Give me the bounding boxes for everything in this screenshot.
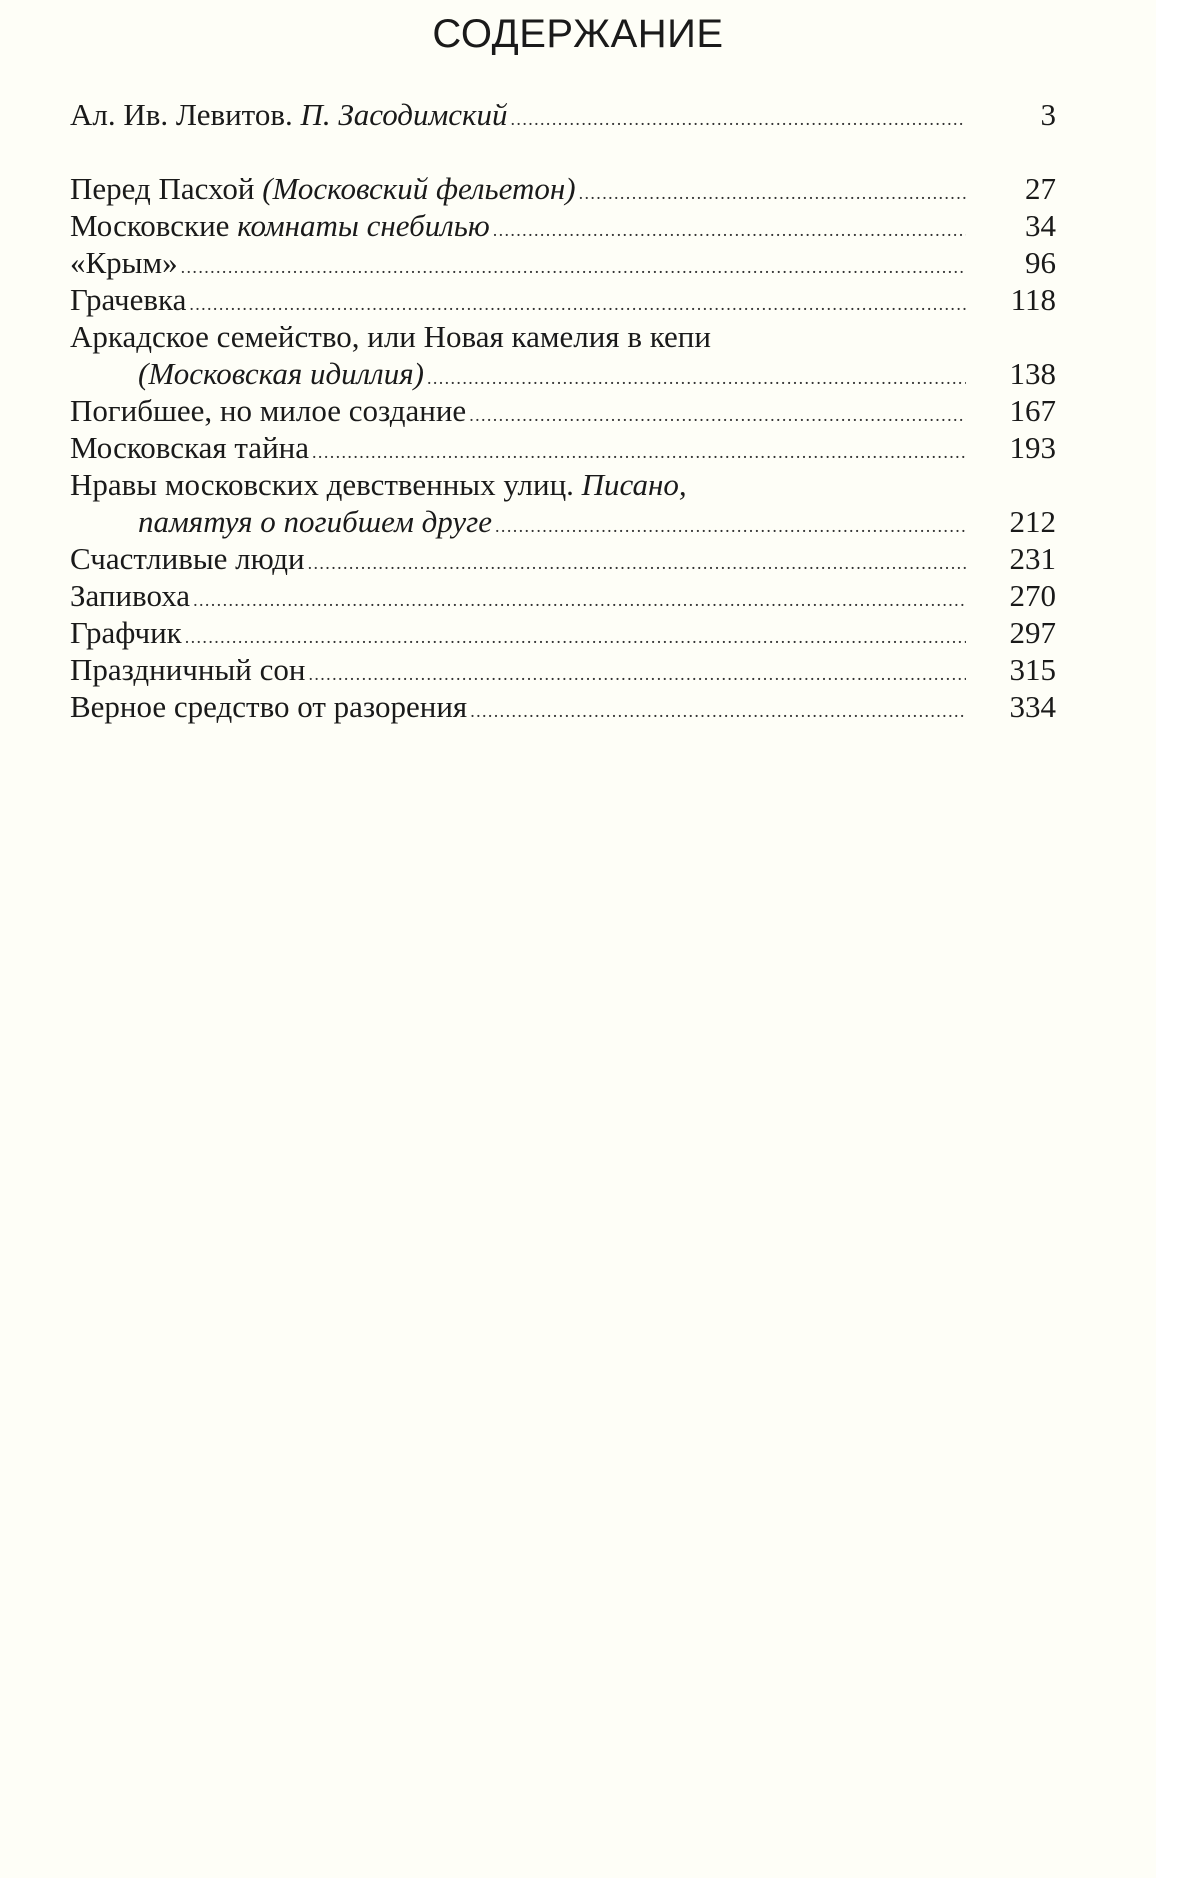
- toc-entry-title: [70, 466, 687, 503]
- toc-entry-title-italic: памятуя о погибшем друге: [138, 504, 493, 539]
- toc-entry-title-text: Перед Пасхой: [70, 171, 263, 206]
- page-number: 167: [1009, 393, 1056, 428]
- toc-entry-line: [70, 466, 1056, 503]
- toc-entry: [70, 614, 1056, 651]
- toc-entry-title-text: Графчик: [70, 615, 182, 650]
- toc-entry-title-text: Погибшее, но милое создание: [70, 393, 467, 428]
- toc-entry-title: [70, 614, 182, 651]
- toc-entry-title: [138, 355, 424, 392]
- toc-entry-line: [70, 540, 1056, 577]
- toc-entry-line: [70, 614, 1056, 651]
- page-number: 315: [1009, 652, 1056, 687]
- toc-entry-title: [70, 392, 466, 429]
- toc-entry-title: [70, 281, 186, 318]
- toc-entry-title: [70, 96, 508, 133]
- toc-entry-line: [70, 318, 1056, 355]
- page-number: 34: [1025, 208, 1056, 243]
- toc-entry-title-italic: П. Засодимский: [300, 97, 508, 132]
- toc-entry-title-text: Счастливые люди: [70, 541, 305, 576]
- dot-leader: [469, 397, 966, 434]
- toc-entry-title-italic: комнаты снебилью: [237, 208, 490, 243]
- toc-entry-continuation: [70, 503, 1056, 540]
- toc-entry: [70, 577, 1056, 614]
- toc-entry: [70, 244, 1056, 281]
- dot-leader: [511, 101, 966, 138]
- page-number: 231: [1009, 541, 1056, 576]
- toc-entry-title-text: Верное средство от разорения: [70, 689, 468, 724]
- page-number: 118: [1010, 282, 1056, 317]
- toc-entry-title: [70, 207, 490, 244]
- toc-entry-line: [70, 429, 1056, 466]
- toc-entry-title-italic: Писано,: [581, 467, 687, 502]
- toc-entry-continuation: [70, 355, 1056, 392]
- dot-leader: [470, 693, 966, 730]
- toc-entry: [70, 318, 1056, 392]
- toc-entry: [70, 540, 1056, 577]
- toc-entry: [70, 96, 1056, 133]
- toc-entry-title-text: Московская тайна: [70, 430, 310, 465]
- toc-entry-title-text: Ал. Ив. Левитов.: [70, 97, 301, 132]
- toc-entry-title-text: Аркадское семейство, или Новая камелия в кепи: [70, 319, 711, 354]
- toc-entry-title: [70, 577, 190, 614]
- toc-entry-title-italic: (Московский фельетон): [262, 171, 576, 206]
- toc-entry-title: [138, 503, 492, 540]
- toc-entry: [70, 392, 1056, 429]
- page-number: 96: [1025, 245, 1056, 280]
- toc-entry-title-text: Праздничный сон: [70, 652, 306, 687]
- table-of-contents: [70, 96, 1056, 725]
- toc-entry-title-italic: (Московская идиллия): [138, 356, 424, 391]
- dot-leader: [495, 508, 966, 545]
- page-number: 212: [1009, 504, 1056, 539]
- toc-entry: [70, 651, 1056, 688]
- toc-entry: [70, 170, 1056, 207]
- page-number: 334: [1009, 689, 1056, 724]
- page-number: 138: [1009, 356, 1056, 391]
- toc-entry: [70, 466, 1056, 540]
- toc-entry: [70, 429, 1056, 466]
- toc-entry-line: [70, 207, 1056, 244]
- dot-leader: [427, 360, 966, 397]
- toc-entry-line: [70, 170, 1056, 207]
- dot-leader: [193, 582, 966, 619]
- toc-entry-line: [70, 281, 1056, 318]
- toc-entry-title: [70, 244, 178, 281]
- dot-leader: [493, 212, 966, 249]
- toc-entry-title-text: Московские: [70, 208, 238, 243]
- toc-entry-line: [70, 96, 1056, 133]
- toc-entry-title: [70, 170, 576, 207]
- toc-entry-title: [70, 688, 467, 725]
- toc-entry: [70, 281, 1056, 318]
- toc-entry-title: [70, 540, 305, 577]
- toc-entry-title: [70, 318, 711, 355]
- dot-leader: [181, 249, 966, 286]
- page-number: 193: [1009, 430, 1056, 465]
- toc-entry-title: [70, 429, 309, 466]
- toc-entry: [70, 207, 1056, 244]
- toc-entry-line: [70, 688, 1056, 725]
- toc-entry-title-text: «Крым»: [70, 245, 178, 280]
- page-title: СОДЕРЖАНИЕ: [432, 12, 724, 56]
- page-number: 270: [1009, 578, 1056, 613]
- page-number: 297: [1009, 615, 1056, 650]
- toc-entry-line: [70, 244, 1056, 281]
- page-number: 3: [1040, 97, 1056, 132]
- toc-entry-title-text: Грачевка: [70, 282, 187, 317]
- page-number: 27: [1025, 171, 1056, 206]
- toc-entry-line: [70, 392, 1056, 429]
- toc-entry-line: [70, 577, 1056, 614]
- toc-entry-title: [70, 651, 305, 688]
- dot-leader: [308, 545, 966, 582]
- toc-entry-title-text: Нравы московских девственных улиц.: [70, 467, 582, 502]
- dot-leader: [579, 175, 966, 212]
- toc-entry: [70, 688, 1056, 725]
- toc-entry-title-text: Запивоха: [70, 578, 191, 613]
- toc-entry-line: [70, 651, 1056, 688]
